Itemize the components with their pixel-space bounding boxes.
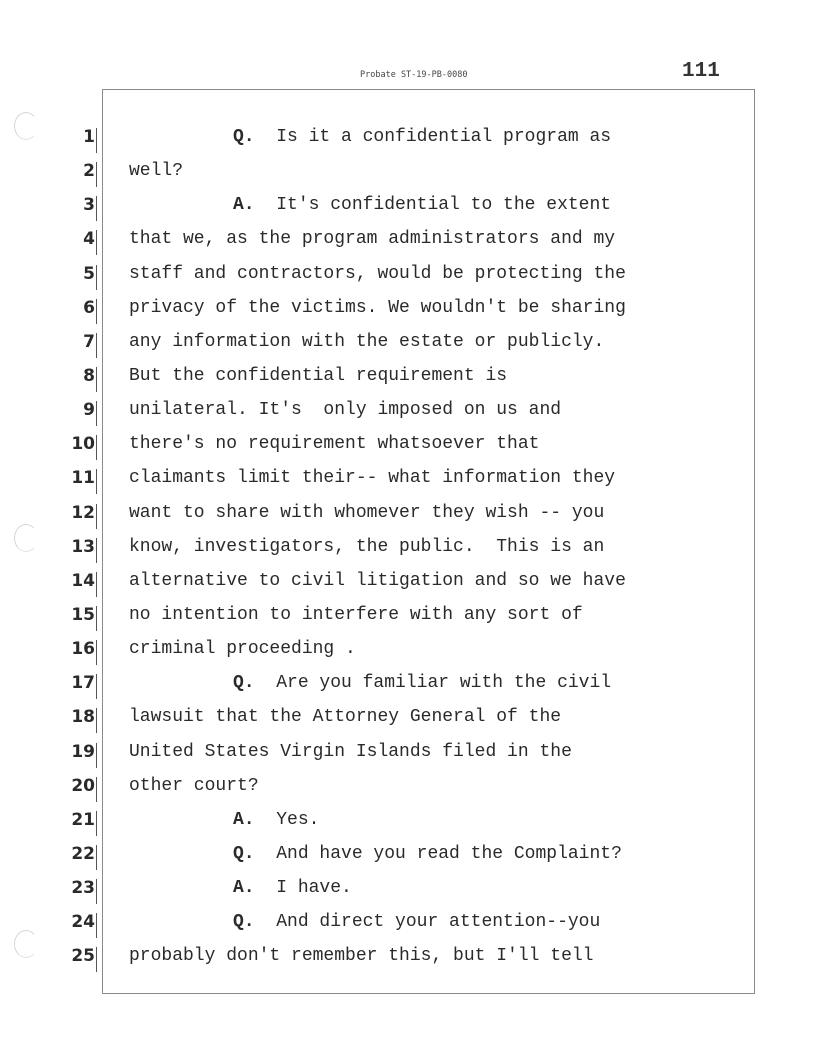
question-label: Q.	[233, 912, 255, 933]
line-text: unilateral. It's only imposed on us and	[129, 400, 562, 421]
transcript-line	[129, 602, 729, 636]
line-text: that we, as the program administrators and my	[129, 229, 616, 250]
transcript-line	[129, 226, 729, 260]
transcript-line	[129, 807, 729, 841]
transcript-line	[129, 158, 729, 192]
line-text: other court?	[129, 775, 259, 796]
line-text: there's no requirement whatsoever that	[129, 434, 540, 455]
transcript-line	[129, 670, 729, 704]
transcript-line	[129, 124, 729, 158]
line-number: 16	[50, 636, 95, 670]
line-number: 17	[50, 670, 95, 704]
line-number: 8	[50, 363, 95, 397]
line-number: 9	[50, 397, 95, 431]
line-number: 13	[50, 534, 95, 568]
transcript-line	[129, 568, 729, 602]
line-text: And have you read the Complaint?	[276, 843, 622, 864]
line-text: probably don't remember this, but I'll tell	[129, 946, 594, 967]
line-number: 24	[50, 909, 95, 943]
answer-label: A.	[233, 809, 255, 830]
transcript-line	[129, 875, 729, 909]
line-text: want to share with whomever they wish -- you	[129, 502, 605, 523]
page-number: 111	[682, 60, 720, 83]
transcript-line	[129, 261, 729, 295]
line-number: 3	[50, 192, 95, 226]
line-text: any information with the estate or publicly.	[129, 331, 605, 352]
transcript-line	[129, 704, 729, 738]
transcript-line	[129, 295, 729, 329]
question-label: Q.	[233, 127, 255, 147]
line-text: no intention to interfere with any sort of	[129, 604, 583, 625]
transcript-line	[129, 909, 729, 943]
line-text: staff and contractors, would be protecting the	[129, 263, 626, 284]
transcript-line	[129, 500, 729, 534]
line-text: privacy of the victims. We wouldn't be sharing	[129, 297, 626, 318]
line-number: 11	[50, 465, 95, 499]
question-label: Q.	[233, 843, 255, 864]
binder-hole	[14, 930, 38, 958]
line-text: United States Virgin Islands filed in the	[129, 741, 572, 762]
line-number: 1	[50, 124, 95, 158]
answer-label: A.	[233, 878, 255, 899]
line-number: 10	[50, 431, 95, 465]
line-text: It's confidential to the extent	[276, 195, 612, 216]
line-text: But the confidential requirement is	[129, 365, 508, 386]
line-number: 12	[50, 500, 95, 534]
transcript-line	[129, 636, 729, 670]
answer-label: A.	[233, 195, 255, 216]
binder-hole	[14, 524, 38, 552]
line-number: 22	[50, 841, 95, 875]
transcript-line	[129, 534, 729, 568]
line-text: Is it a confidential program as	[276, 127, 612, 147]
transcript-line	[129, 192, 729, 226]
transcript-line	[129, 739, 729, 773]
transcript-line	[129, 363, 729, 397]
line-text: Yes.	[276, 809, 320, 830]
question-label: Q.	[233, 673, 255, 694]
line-number: 15	[50, 602, 95, 636]
line-number: 19	[50, 739, 95, 773]
line-number: 5	[50, 261, 95, 295]
case-number: Probate ST-19-PB-0080	[360, 70, 468, 80]
line-text: I have.	[276, 878, 352, 899]
line-text: know, investigators, the public. This is an	[129, 536, 605, 557]
line-number: 6	[50, 295, 95, 329]
transcript-body	[129, 124, 729, 978]
line-numbers	[50, 124, 95, 978]
line-number: 20	[50, 773, 95, 807]
line-text: claimants limit their-- what information they	[129, 468, 616, 489]
binder-hole	[14, 112, 38, 140]
line-number: 14	[50, 568, 95, 602]
line-number: 4	[50, 226, 95, 260]
line-text: well?	[129, 161, 184, 182]
line-text: criminal proceeding .	[129, 639, 356, 660]
line-text: And direct your attention--you	[276, 912, 601, 933]
line-text: alternative to civil litigation and so we have	[129, 570, 626, 591]
line-text: lawsuit that the Attorney General of the	[129, 707, 562, 728]
transcript-line	[129, 397, 729, 431]
line-number: 2	[50, 158, 95, 192]
line-number: 21	[50, 807, 95, 841]
line-number: 18	[50, 704, 95, 738]
transcript-line	[129, 329, 729, 363]
transcript-line	[129, 465, 729, 499]
line-number: 7	[50, 329, 95, 363]
line-number: 25	[50, 943, 95, 977]
line-text: Are you familiar with the civil	[276, 673, 612, 694]
transcript-line	[129, 841, 729, 875]
line-number: 23	[50, 875, 95, 909]
transcript-line	[129, 773, 729, 807]
transcript-line	[129, 431, 729, 465]
transcript-line	[129, 943, 729, 977]
